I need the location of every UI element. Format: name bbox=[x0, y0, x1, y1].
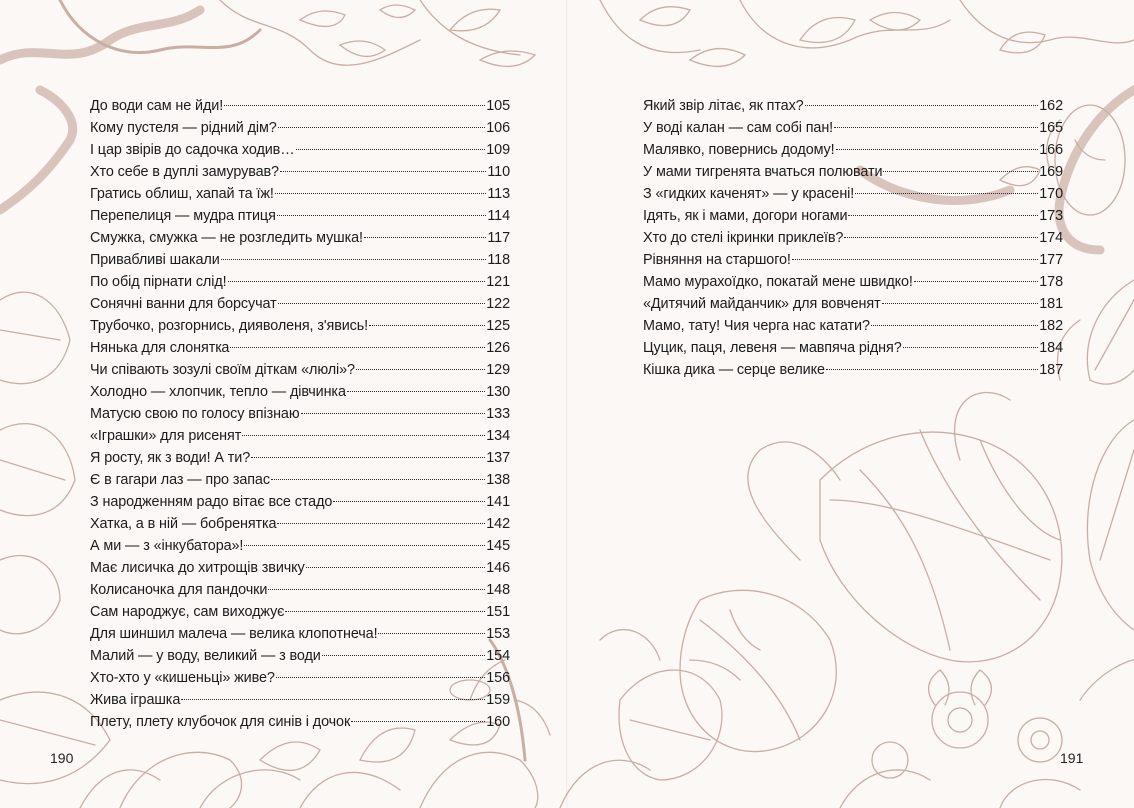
toc-entry-title: Жива іграшка bbox=[90, 692, 181, 708]
toc-entry-title: Є в гагари лаз — про запас bbox=[90, 472, 270, 488]
toc-entry-page: 151 bbox=[486, 604, 510, 620]
toc-entry-title: Малявко, повернись додому! bbox=[643, 142, 835, 158]
toc-entry-title: І цар звірів до садочка ходив… bbox=[90, 142, 295, 158]
toc-entry[interactable] bbox=[90, 403, 510, 425]
toc-entry-page: 170 bbox=[1039, 186, 1063, 202]
toc-entry[interactable] bbox=[90, 623, 510, 645]
toc-entry[interactable] bbox=[643, 293, 1063, 315]
toc-dot-leader bbox=[278, 127, 486, 128]
toc-dot-leader bbox=[224, 105, 485, 106]
toc-entry-title: Кому пустеля — рідний дім? bbox=[90, 120, 277, 136]
toc-dot-leader bbox=[333, 501, 485, 502]
toc-entry[interactable] bbox=[90, 491, 510, 513]
toc-dot-leader bbox=[228, 281, 486, 282]
toc-entry[interactable] bbox=[643, 161, 1063, 183]
toc-entry[interactable] bbox=[90, 535, 510, 557]
toc-entry-title: У воді калан — сам собі пан! bbox=[643, 120, 834, 136]
toc-entry-title: У мами тигренята вчаться полювати bbox=[643, 164, 883, 180]
toc-entry-page: 130 bbox=[486, 384, 510, 400]
toc-entry[interactable] bbox=[643, 183, 1063, 205]
toc-entry-page: 187 bbox=[1039, 362, 1063, 378]
toc-dot-leader bbox=[805, 105, 1039, 106]
toc-entry[interactable] bbox=[90, 469, 510, 491]
toc-dot-leader bbox=[347, 391, 485, 392]
toc-entry-page: 121 bbox=[486, 274, 510, 290]
toc-entry-page: 165 bbox=[1039, 120, 1063, 136]
toc-entry-page: 184 bbox=[1039, 340, 1063, 356]
toc-entry[interactable] bbox=[643, 249, 1063, 271]
toc-entry-page: 178 bbox=[1039, 274, 1063, 290]
toc-entry-page: 173 bbox=[1039, 208, 1063, 224]
toc-entry-title: Який звір літає, як птах? bbox=[643, 98, 804, 114]
toc-entry[interactable] bbox=[643, 337, 1063, 359]
toc-dot-leader bbox=[268, 589, 485, 590]
toc-dot-leader bbox=[230, 347, 485, 348]
toc-entry[interactable] bbox=[90, 513, 510, 535]
toc-entry-title: Нянька для слоняткa bbox=[90, 340, 230, 356]
toc-entry[interactable] bbox=[643, 205, 1063, 227]
toc-entry[interactable] bbox=[643, 117, 1063, 139]
toc-entry-page: 110 bbox=[487, 164, 510, 180]
toc-entry-title: Сам народжує, сам виходжує bbox=[90, 604, 285, 620]
toc-dot-leader bbox=[306, 567, 486, 568]
toc-entry-page: 145 bbox=[486, 538, 510, 554]
toc-entry-page: 129 bbox=[486, 362, 510, 378]
toc-entry-page: 125 bbox=[486, 318, 510, 334]
toc-entry[interactable] bbox=[90, 271, 510, 293]
toc-dot-leader bbox=[181, 699, 485, 700]
toc-entry[interactable] bbox=[90, 205, 510, 227]
toc-dot-leader bbox=[844, 237, 1038, 238]
toc-entry-title: Сонячні ванни для борсучат bbox=[90, 296, 277, 312]
toc-entry[interactable] bbox=[90, 645, 510, 667]
toc-entry-page: 106 bbox=[486, 120, 510, 136]
toc-entry[interactable] bbox=[90, 315, 510, 337]
toc-entry-title: Трубочко, розгорнись, дияволеня, з'явись! bbox=[90, 318, 369, 334]
toc-dot-leader bbox=[356, 369, 485, 370]
toc-entry-page: 109 bbox=[486, 142, 510, 158]
toc-entry-page: 174 bbox=[1039, 230, 1063, 246]
toc-entry-title: «Дитячий майданчик» для вовченят bbox=[643, 296, 881, 312]
toc-entry-page: 122 bbox=[486, 296, 510, 312]
toc-entry-title: Мамо, тату! Чия черга нас катати? bbox=[643, 318, 870, 334]
toc-entry-page: 113 bbox=[487, 186, 510, 202]
toc-dot-leader bbox=[836, 149, 1039, 150]
table-of-contents-right bbox=[643, 95, 1063, 381]
toc-entry[interactable] bbox=[90, 293, 510, 315]
toc-dot-leader bbox=[364, 237, 486, 238]
toc-dot-leader bbox=[278, 303, 486, 304]
toc-entry-title: Чи співають зозулі своїм діткам «люлі»? bbox=[90, 362, 355, 378]
toc-dot-leader bbox=[242, 435, 485, 436]
toc-entry-title: До води сам не йди! bbox=[90, 98, 224, 114]
toc-dot-leader bbox=[883, 171, 1038, 172]
toc-entry-title: Мамо мурахоїдко, покатай мене швидко! bbox=[643, 274, 913, 290]
toc-entry[interactable] bbox=[90, 557, 510, 579]
toc-dot-leader bbox=[369, 325, 485, 326]
toc-entry-title: Малий — у воду, великий — з води bbox=[90, 648, 321, 664]
toc-entry[interactable] bbox=[643, 227, 1063, 249]
toc-entry-page: 134 bbox=[486, 428, 510, 444]
toc-entry[interactable] bbox=[90, 359, 510, 381]
toc-entry[interactable] bbox=[643, 359, 1063, 381]
toc-entry-title: З «гидких каченят» — у красені! bbox=[643, 186, 855, 202]
toc-entry[interactable] bbox=[643, 315, 1063, 337]
toc-dot-leader bbox=[271, 479, 485, 480]
toc-entry[interactable] bbox=[90, 711, 510, 733]
toc-entry[interactable] bbox=[90, 161, 510, 183]
toc-dot-leader bbox=[914, 281, 1038, 282]
toc-entry-page: 137 bbox=[486, 450, 510, 466]
toc-entry-page: 166 bbox=[1039, 142, 1063, 158]
toc-dot-leader bbox=[351, 721, 485, 722]
toc-entry-title: Смужка, смужка — не розгледить мушка! bbox=[90, 230, 363, 246]
toc-entry-page: 160 bbox=[486, 714, 510, 730]
toc-entry-page: 153 bbox=[486, 626, 510, 642]
toc-entry[interactable] bbox=[90, 447, 510, 469]
toc-entry-page: 182 bbox=[1039, 318, 1063, 334]
toc-entry-page: 146 bbox=[486, 560, 510, 576]
toc-entry-title: По обід пірнати слід! bbox=[90, 274, 227, 290]
toc-dot-leader bbox=[276, 677, 485, 678]
toc-dot-leader bbox=[296, 149, 486, 150]
toc-entry[interactable] bbox=[90, 227, 510, 249]
toc-dot-leader bbox=[834, 127, 1038, 128]
toc-dot-leader bbox=[277, 215, 487, 216]
toc-entry-page: 162 bbox=[1039, 98, 1063, 114]
toc-dot-leader bbox=[221, 259, 487, 260]
toc-entry-page: 105 bbox=[486, 98, 510, 114]
toc-entry-title: Кішка дика — серце велике bbox=[643, 362, 825, 378]
toc-entry-title: Цуцик, паця, левеня — мавпяча рідня? bbox=[643, 340, 902, 356]
toc-dot-leader bbox=[848, 215, 1038, 216]
toc-dot-leader bbox=[378, 633, 485, 634]
toc-entry-title: Хто себе в дуплі замурував? bbox=[90, 164, 279, 180]
toc-entry[interactable] bbox=[643, 95, 1063, 117]
toc-entry[interactable] bbox=[90, 337, 510, 359]
page-number-right: 191 bbox=[1060, 750, 1084, 766]
toc-entry-title: Матусю свою по голосу впізнаю bbox=[90, 406, 300, 422]
toc-dot-leader bbox=[855, 193, 1038, 194]
toc-entry[interactable] bbox=[643, 271, 1063, 293]
toc-entry-page: 148 bbox=[486, 582, 510, 598]
toc-dot-leader bbox=[903, 347, 1039, 348]
toc-entry-page: 138 bbox=[486, 472, 510, 488]
toc-entry[interactable] bbox=[90, 667, 510, 689]
toc-entry-page: 133 bbox=[486, 406, 510, 422]
toc-entry-page: 169 bbox=[1039, 164, 1063, 180]
toc-entry-page: 177 bbox=[1039, 252, 1063, 268]
toc-entry-title: Для шиншил малеча — велика клопотнеча! bbox=[90, 626, 378, 642]
toc-entry-title: Хто до стелі ікринки приклеїв? bbox=[643, 230, 844, 246]
toc-dot-leader bbox=[871, 325, 1038, 326]
toc-entry-page: 117 bbox=[487, 230, 510, 246]
toc-dot-leader bbox=[301, 413, 486, 414]
page-number-left: 190 bbox=[50, 750, 74, 766]
table-of-contents-left bbox=[90, 95, 510, 733]
toc-dot-leader bbox=[277, 523, 485, 524]
toc-entry[interactable] bbox=[643, 139, 1063, 161]
toc-entry-page: 156 bbox=[486, 670, 510, 686]
toc-dot-leader bbox=[882, 303, 1039, 304]
toc-entry-page: 159 bbox=[486, 692, 510, 708]
toc-dot-leader bbox=[251, 457, 485, 458]
toc-dot-leader bbox=[280, 171, 486, 172]
toc-entry-title: Має лисичка до хитрощів звичку bbox=[90, 560, 305, 576]
toc-entry-title: Я росту, як з води! А ти? bbox=[90, 450, 251, 466]
toc-entry-page: 142 bbox=[486, 516, 510, 532]
toc-dot-leader bbox=[826, 369, 1038, 370]
toc-entry[interactable] bbox=[90, 601, 510, 623]
toc-entry-page: 141 bbox=[486, 494, 510, 510]
toc-entry-page: 118 bbox=[487, 252, 510, 268]
toc-entry[interactable] bbox=[90, 579, 510, 601]
toc-entry-title: Колисаночка для пандочки bbox=[90, 582, 268, 598]
toc-dot-leader bbox=[285, 611, 485, 612]
toc-entry-title: Гратись облиш, хапай та їж! bbox=[90, 186, 274, 202]
toc-entry-title: Плету, плету клубочок для синів і дочок bbox=[90, 714, 351, 730]
toc-dot-leader bbox=[792, 259, 1038, 260]
toc-entry-title: Хатка, а в ній — бобренятка bbox=[90, 516, 277, 532]
toc-entry-title: Ідять, як і мами, догори ногами bbox=[643, 208, 848, 224]
toc-dot-leader bbox=[322, 655, 486, 656]
toc-entry-page: 154 bbox=[486, 648, 510, 664]
toc-entry[interactable] bbox=[90, 117, 510, 139]
toc-entry-title: А ми — з «інкубатора»! bbox=[90, 538, 244, 554]
toc-entry[interactable] bbox=[90, 183, 510, 205]
toc-entry[interactable] bbox=[90, 139, 510, 161]
toc-dot-leader bbox=[244, 545, 485, 546]
toc-entry-title: Перепелиця — мудра птиця bbox=[90, 208, 276, 224]
toc-entry-title: Привабливі шакали bbox=[90, 252, 220, 268]
toc-entry-title: Рівняння на старшого! bbox=[643, 252, 791, 268]
toc-entry-page: 126 bbox=[486, 340, 510, 356]
toc-entry[interactable] bbox=[90, 689, 510, 711]
toc-dot-leader bbox=[275, 193, 487, 194]
toc-entry-title: З народженням радо вітає все стадо bbox=[90, 494, 333, 510]
toc-entry-title: Хто-хто у «кишеньці» живе? bbox=[90, 670, 275, 686]
toc-entry-title: «Іграшки» для рисенят bbox=[90, 428, 242, 444]
toc-entry[interactable] bbox=[90, 381, 510, 403]
toc-entry-page: 114 bbox=[487, 208, 510, 224]
toc-entry[interactable] bbox=[90, 95, 510, 117]
toc-entry-page: 181 bbox=[1039, 296, 1063, 312]
toc-entry[interactable] bbox=[90, 425, 510, 447]
toc-entry-title: Холодно — хлопчик, тепло — дівчинка bbox=[90, 384, 346, 400]
toc-entry[interactable] bbox=[90, 249, 510, 271]
